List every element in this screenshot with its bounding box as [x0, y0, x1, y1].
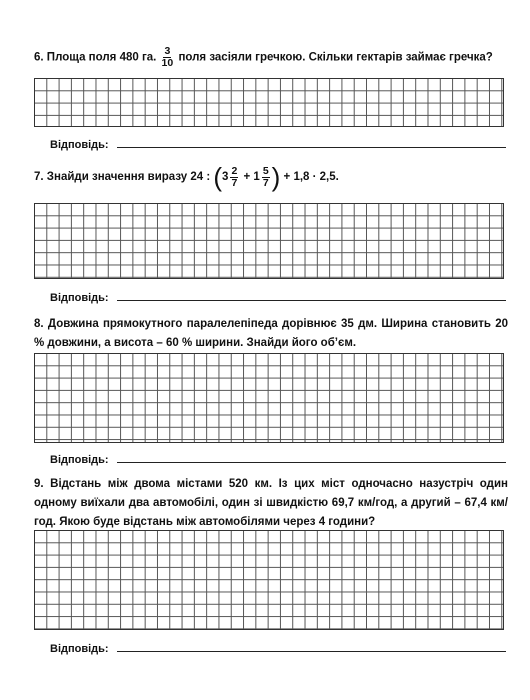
- answer-label: Відповідь:: [50, 454, 109, 466]
- answer-row: [50, 452, 506, 466]
- fraction-numerator: 3: [164, 45, 171, 57]
- task-number: 7.: [34, 171, 44, 183]
- task-text: Довжина прямокутного паралелепіпеда дорівнює 35 дм. Ширина становить 20 % довжини, а висота – 60 % ширини. Знайди його об’єм.: [34, 318, 508, 349]
- task-text: Площа поля 480 га.: [46, 51, 157, 64]
- answer-grid[interactable]: [34, 203, 504, 279]
- fraction: [230, 166, 238, 189]
- fraction: [162, 46, 174, 69]
- fraction-numerator: 2: [231, 165, 238, 177]
- task-number: 8.: [34, 318, 44, 330]
- task-number: 6.: [34, 51, 44, 64]
- answer-label: Відповідь:: [50, 292, 109, 304]
- fraction-numerator: 5: [262, 165, 269, 177]
- task-8-question: [34, 315, 508, 353]
- mixed-number: [222, 166, 240, 189]
- task-9-question: [34, 475, 508, 532]
- mixed-whole: 1: [253, 171, 260, 183]
- task-6-question: [34, 46, 508, 69]
- answer-line[interactable]: [117, 462, 506, 463]
- answer-grid[interactable]: [34, 353, 504, 443]
- fraction-denominator: 7: [262, 177, 269, 189]
- close-paren: ): [271, 161, 281, 192]
- answer-grid[interactable]: [34, 78, 504, 127]
- task-number: 9.: [34, 478, 44, 490]
- task-text: Знайди значення виразу 24 :: [46, 171, 211, 183]
- fraction-denominator: 10: [161, 57, 174, 69]
- answer-line[interactable]: [117, 147, 506, 148]
- answer-label: Відповідь:: [50, 139, 109, 151]
- mixed-number: [253, 166, 271, 189]
- plus-sign: +: [243, 171, 251, 183]
- open-paren: (: [213, 161, 223, 192]
- answer-label: Відповідь:: [50, 643, 109, 655]
- answer-row: [50, 641, 506, 655]
- fraction-denominator: 7: [231, 177, 238, 189]
- answer-line[interactable]: [117, 651, 506, 652]
- task-7-question: [34, 161, 508, 192]
- fraction: [262, 166, 270, 189]
- answer-line[interactable]: [117, 300, 506, 301]
- task-text: + 1,8 · 2,5.: [283, 171, 339, 183]
- task-text: Відстань між двома містами 520 км. Із цих міст одночасно назустріч один одному виїхали два автомобілі, один зі швидкістю 69,7 км/год, а другий – 67,4 км/год. Якою буде відстань між автомобілями через 4 години?: [34, 478, 508, 528]
- answer-row: [50, 290, 506, 304]
- answer-grid[interactable]: [34, 530, 504, 630]
- answer-row: [50, 137, 506, 151]
- task-text: поля засіяли гречкою. Скільки гектарів займає гречка?: [178, 51, 493, 64]
- mixed-whole: 3: [222, 171, 229, 183]
